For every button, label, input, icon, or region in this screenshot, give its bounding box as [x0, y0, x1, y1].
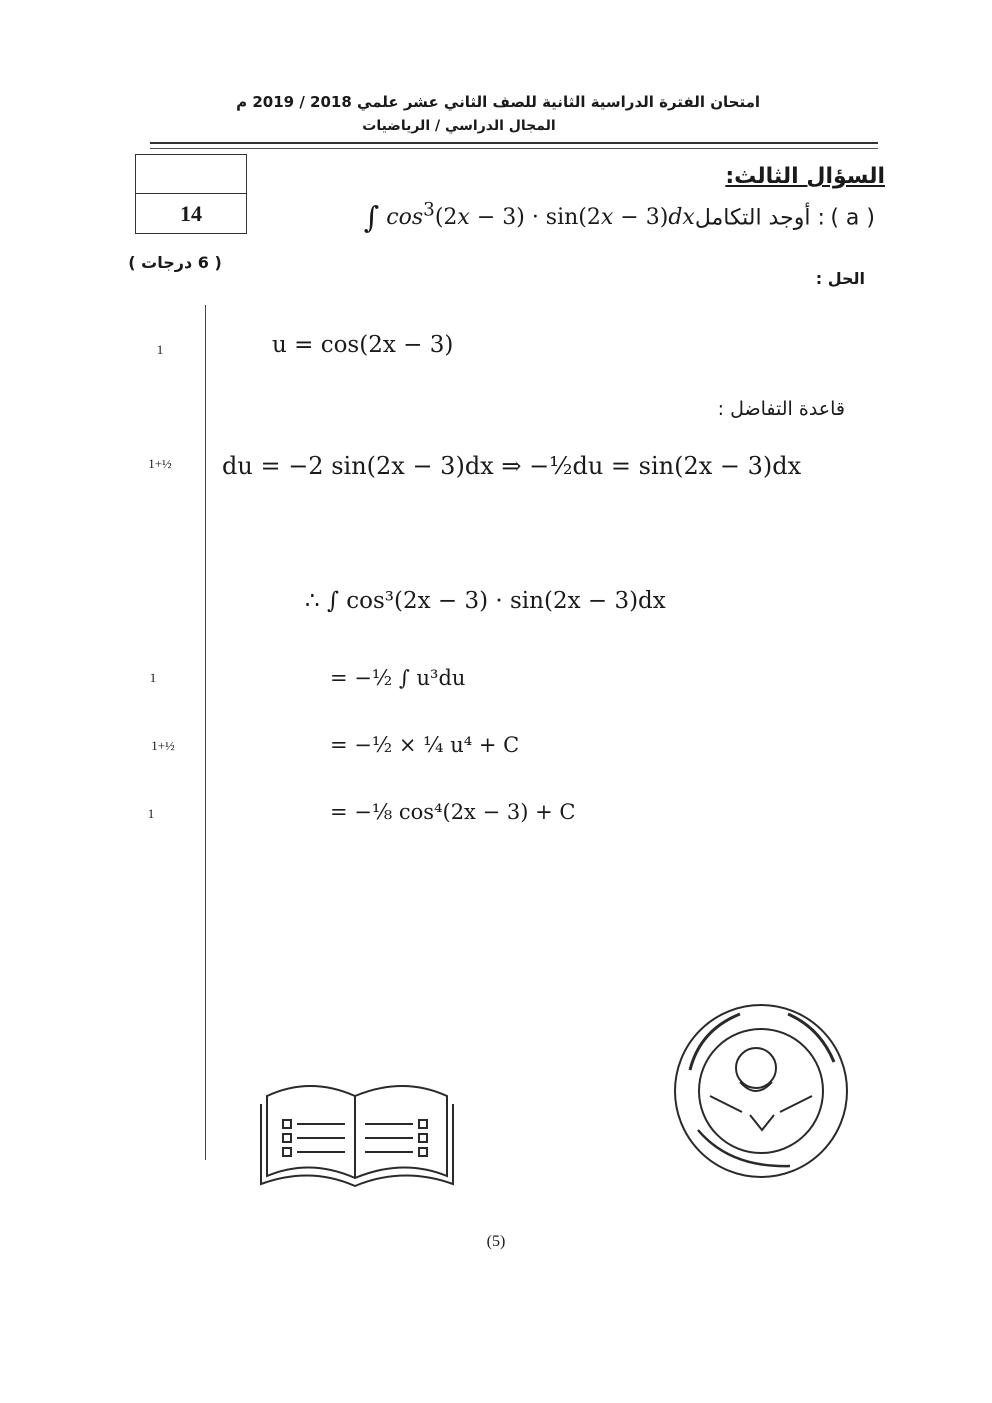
grading-committee-stamp — [255, 1068, 460, 1203]
header-rule-thin — [150, 148, 878, 149]
question-prompt: أوجد التكامل : — [694, 205, 825, 231]
mark-value: 1 — [156, 342, 164, 357]
question-prompt-line — [330, 200, 875, 236]
header-rule — [150, 142, 878, 144]
question-marks: ( 6 درجات ) — [128, 253, 222, 272]
therefore-integral: ∴ ∫ cos³(2x − 3) · sin(2x − 3)dx — [305, 588, 666, 614]
open-book-stamp-icon — [255, 1068, 460, 1203]
mark-value: 1+½ — [148, 456, 172, 471]
solution-step: = −½ × ¼ u⁴ + C — [330, 733, 520, 757]
solution-label: الحل : — [815, 269, 865, 288]
mark-value: 1+½ — [151, 738, 175, 753]
final-answer: = −⅛ cos⁴(2x − 3) + C — [330, 800, 576, 824]
exam-header-subject: المجال الدراسي / الرياضيات — [362, 118, 556, 134]
question-part-label: ( a ) — [830, 205, 875, 231]
exam-header-title: امتحان الفترة الدراسية الثانية للصف الثاني عشر علمي 2018 / 2019 م — [236, 93, 760, 111]
ministry-seal-stamp — [670, 1000, 852, 1182]
score-total: 14 — [180, 201, 202, 226]
score-box — [135, 154, 247, 234]
page-number: (5) — [486, 1233, 506, 1250]
differential-step: du = −2 sin(2x − 3)dx ⇒ −½du = sin(2x − 3)dx — [222, 452, 802, 480]
differentiation-rule-label: قاعدة التفاضل : — [717, 398, 845, 420]
substitution-step: u = cos(2x − 3) — [272, 332, 454, 358]
integral-expression: ∫ $\cos^3(2x - 3) \cdot \sin(2x - 3)dx$ — [363, 200, 695, 236]
ministry-seal-icon — [670, 1000, 852, 1182]
mark-value: 1 — [147, 806, 155, 821]
score-box-divider — [136, 193, 246, 194]
solution-step: = −½ ∫ u³du — [330, 666, 466, 690]
mark-value: 1 — [149, 670, 157, 685]
question-title: السؤال الثالث: — [725, 164, 885, 189]
margin-line — [205, 305, 206, 1160]
